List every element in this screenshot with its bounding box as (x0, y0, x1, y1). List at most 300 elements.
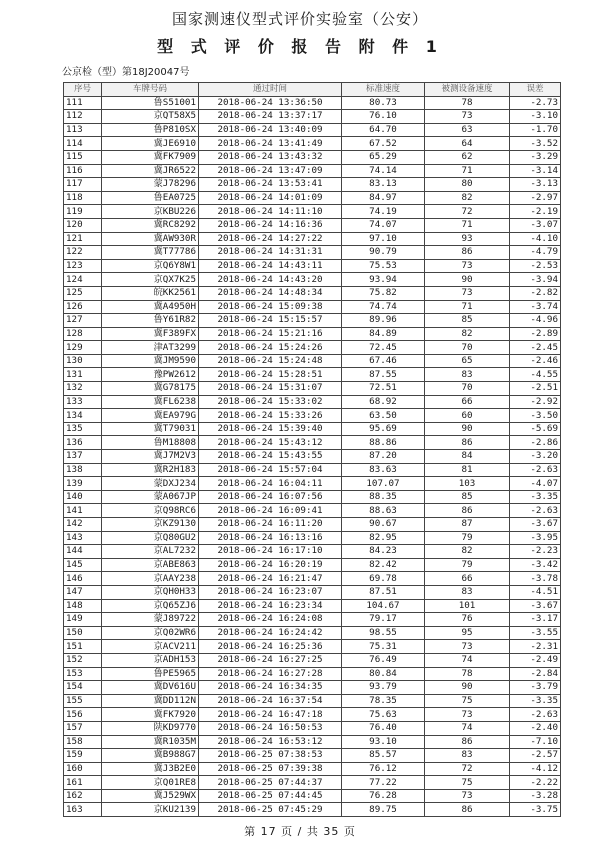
speed-error: -2.22 (510, 776, 561, 790)
plate-number: 冀JE6910 (102, 137, 199, 151)
standard-speed: 87.51 (342, 585, 425, 599)
standard-speed: 76.10 (342, 110, 425, 124)
device-speed: 71 (425, 218, 510, 232)
standard-speed: 67.52 (342, 137, 425, 151)
device-speed: 70 (425, 341, 510, 355)
row-index: 157 (64, 721, 102, 735)
standard-speed: 93.94 (342, 273, 425, 287)
table-row (64, 368, 561, 382)
standard-speed: 65.29 (342, 150, 425, 164)
table-row (64, 327, 561, 341)
device-speed: 72 (425, 762, 510, 776)
speed-error: -3.14 (510, 164, 561, 178)
table-row (64, 341, 561, 355)
row-index: 139 (64, 477, 102, 491)
plate-number: 豫PW2612 (102, 368, 199, 382)
plate-number: 陕KD9770 (102, 721, 199, 735)
speed-error: -3.94 (510, 273, 561, 287)
device-speed: 90 (425, 273, 510, 287)
device-speed: 87 (425, 518, 510, 532)
table-row (64, 735, 561, 749)
device-speed: 75 (425, 694, 510, 708)
speed-error: -2.51 (510, 382, 561, 396)
pass-time: 2018-06-24 15:43:12 (199, 436, 342, 450)
speed-error: -3.79 (510, 681, 561, 695)
plate-number: 鲁S51001 (102, 96, 199, 110)
speed-error: -4.07 (510, 477, 561, 491)
speed-error: -3.35 (510, 490, 561, 504)
pass-time: 2018-06-24 16:04:11 (199, 477, 342, 491)
row-index: 141 (64, 504, 102, 518)
plate-number: 京QH0H33 (102, 585, 199, 599)
row-index: 149 (64, 613, 102, 627)
table-row (64, 178, 561, 192)
plate-number: 京KU2139 (102, 803, 199, 817)
pass-time: 2018-06-24 13:41:49 (199, 137, 342, 151)
speed-error: -3.78 (510, 572, 561, 586)
pass-time: 2018-06-24 14:01:09 (199, 191, 342, 205)
table-row (64, 110, 561, 124)
standard-speed: 78.35 (342, 694, 425, 708)
pass-time: 2018-06-24 14:31:31 (199, 246, 342, 260)
device-speed: 73 (425, 259, 510, 273)
device-speed: 90 (425, 422, 510, 436)
pass-time: 2018-06-24 16:11:20 (199, 518, 342, 532)
pass-time: 2018-06-24 14:11:10 (199, 205, 342, 219)
device-speed: 83 (425, 585, 510, 599)
table-row (64, 545, 561, 559)
device-speed: 82 (425, 545, 510, 559)
pass-time: 2018-06-24 16:20:19 (199, 558, 342, 572)
plate-number: 京ADH153 (102, 653, 199, 667)
row-index: 124 (64, 273, 102, 287)
row-index: 137 (64, 450, 102, 464)
standard-speed: 87.20 (342, 450, 425, 464)
pass-time: 2018-06-24 16:07:56 (199, 490, 342, 504)
table-row (64, 191, 561, 205)
row-index: 112 (64, 110, 102, 124)
table-row (64, 422, 561, 436)
plate-number: 冀DV616U (102, 681, 199, 695)
plate-number: 冀F389FX (102, 327, 199, 341)
plate-number: 京KZ9130 (102, 518, 199, 532)
device-speed: 73 (425, 789, 510, 803)
device-speed: 85 (425, 490, 510, 504)
device-speed: 82 (425, 191, 510, 205)
row-index: 127 (64, 314, 102, 328)
standard-speed: 84.97 (342, 191, 425, 205)
table-row (64, 246, 561, 260)
column-header-device-speed: 被测设备速度 (425, 83, 510, 97)
row-index: 118 (64, 191, 102, 205)
table-row (64, 572, 561, 586)
speed-error: -4.12 (510, 762, 561, 776)
plate-number: 京AL7232 (102, 545, 199, 559)
standard-speed: 84.23 (342, 545, 425, 559)
device-speed: 95 (425, 626, 510, 640)
row-index: 159 (64, 749, 102, 763)
row-index: 125 (64, 286, 102, 300)
speed-error: -2.53 (510, 259, 561, 273)
device-speed: 70 (425, 382, 510, 396)
device-speed: 83 (425, 749, 510, 763)
standard-speed: 88.63 (342, 504, 425, 518)
speed-error: -2.49 (510, 653, 561, 667)
standard-speed: 93.10 (342, 735, 425, 749)
plate-number: 鲁PE5965 (102, 667, 199, 681)
standard-speed: 80.73 (342, 96, 425, 110)
pass-time: 2018-06-24 15:28:51 (199, 368, 342, 382)
standard-speed: 74.74 (342, 300, 425, 314)
table-row (64, 599, 561, 613)
device-speed: 73 (425, 286, 510, 300)
pass-time: 2018-06-25 07:44:37 (199, 776, 342, 790)
plate-number: 鲁Y61R82 (102, 314, 199, 328)
standard-speed: 82.95 (342, 531, 425, 545)
device-speed: 103 (425, 477, 510, 491)
row-index: 151 (64, 640, 102, 654)
speed-error: -2.31 (510, 640, 561, 654)
pass-time: 2018-06-24 13:36:50 (199, 96, 342, 110)
device-speed: 83 (425, 368, 510, 382)
pass-time: 2018-06-24 16:53:12 (199, 735, 342, 749)
row-index: 153 (64, 667, 102, 681)
device-speed: 86 (425, 735, 510, 749)
speed-error: -3.52 (510, 137, 561, 151)
device-speed: 76 (425, 613, 510, 627)
row-index: 140 (64, 490, 102, 504)
table-row (64, 123, 561, 137)
pass-time: 2018-06-24 16:50:53 (199, 721, 342, 735)
table-row (64, 218, 561, 232)
table-row (64, 463, 561, 477)
table-row (64, 558, 561, 572)
plate-number: 冀FK7909 (102, 150, 199, 164)
pass-time: 2018-06-24 15:39:40 (199, 422, 342, 436)
plate-number: 冀DD112N (102, 694, 199, 708)
pass-time: 2018-06-24 16:21:47 (199, 572, 342, 586)
standard-speed: 93.79 (342, 681, 425, 695)
speed-error: -2.89 (510, 327, 561, 341)
device-speed: 86 (425, 246, 510, 260)
standard-speed: 75.53 (342, 259, 425, 273)
row-index: 120 (64, 218, 102, 232)
standard-speed: 80.84 (342, 667, 425, 681)
plate-number: 冀R2H183 (102, 463, 199, 477)
speed-error: -7.10 (510, 735, 561, 749)
table-row (64, 259, 561, 273)
device-speed: 79 (425, 558, 510, 572)
table-row (64, 96, 561, 110)
pass-time: 2018-06-24 16:34:35 (199, 681, 342, 695)
table-row (64, 667, 561, 681)
speed-error: -2.84 (510, 667, 561, 681)
plate-number: 冀B988G7 (102, 749, 199, 763)
standard-speed: 84.89 (342, 327, 425, 341)
table-row (64, 518, 561, 532)
pass-time: 2018-06-24 16:27:28 (199, 667, 342, 681)
speed-error: -4.79 (510, 246, 561, 260)
pass-time: 2018-06-24 15:33:26 (199, 409, 342, 423)
row-index: 116 (64, 164, 102, 178)
pass-time: 2018-06-24 15:21:16 (199, 327, 342, 341)
pass-time: 2018-06-24 16:27:25 (199, 653, 342, 667)
pass-time: 2018-06-24 15:43:55 (199, 450, 342, 464)
table-row (64, 640, 561, 654)
speed-error: -3.10 (510, 110, 561, 124)
plate-number: 冀JM9590 (102, 354, 199, 368)
speed-error: -4.55 (510, 368, 561, 382)
standard-speed: 74.07 (342, 218, 425, 232)
plate-number: 蒙J89722 (102, 613, 199, 627)
speed-error: -3.95 (510, 531, 561, 545)
speed-error: -3.35 (510, 694, 561, 708)
standard-speed: 69.78 (342, 572, 425, 586)
pass-time: 2018-06-25 07:45:29 (199, 803, 342, 817)
table-row (64, 205, 561, 219)
pass-time: 2018-06-24 16:24:08 (199, 613, 342, 627)
row-index: 114 (64, 137, 102, 151)
pass-time: 2018-06-24 13:53:41 (199, 178, 342, 192)
table-row (64, 708, 561, 722)
standard-speed: 64.70 (342, 123, 425, 137)
pass-time: 2018-06-24 16:09:41 (199, 504, 342, 518)
speed-error: -2.92 (510, 395, 561, 409)
plate-number: 蒙A067JP (102, 490, 199, 504)
row-index: 161 (64, 776, 102, 790)
table-row (64, 286, 561, 300)
pass-time: 2018-06-25 07:39:38 (199, 762, 342, 776)
table-row (64, 681, 561, 695)
speed-error: -1.70 (510, 123, 561, 137)
speed-error: -3.50 (510, 409, 561, 423)
table-row (64, 395, 561, 409)
device-speed: 78 (425, 667, 510, 681)
row-index: 152 (64, 653, 102, 667)
pass-time: 2018-06-24 16:37:54 (199, 694, 342, 708)
row-index: 142 (64, 518, 102, 532)
pass-time: 2018-06-24 14:43:11 (199, 259, 342, 273)
table-row (64, 232, 561, 246)
row-index: 154 (64, 681, 102, 695)
standard-speed: 88.86 (342, 436, 425, 450)
plate-number: 冀A4950H (102, 300, 199, 314)
standard-speed: 72.45 (342, 341, 425, 355)
row-index: 130 (64, 354, 102, 368)
speed-error: -4.96 (510, 314, 561, 328)
row-index: 119 (64, 205, 102, 219)
pass-time: 2018-06-24 14:16:36 (199, 218, 342, 232)
plate-number: 冀FL6238 (102, 395, 199, 409)
standard-speed: 95.69 (342, 422, 425, 436)
device-speed: 75 (425, 776, 510, 790)
device-speed: 82 (425, 327, 510, 341)
speed-error: -2.63 (510, 504, 561, 518)
device-speed: 101 (425, 599, 510, 613)
row-index: 156 (64, 708, 102, 722)
standard-speed: 75.82 (342, 286, 425, 300)
column-header-standard-speed: 标准速度 (342, 83, 425, 97)
speed-error: -3.13 (510, 178, 561, 192)
plate-number: 冀T79031 (102, 422, 199, 436)
row-index: 113 (64, 123, 102, 137)
pass-time: 2018-06-24 13:47:09 (199, 164, 342, 178)
standard-speed: 77.22 (342, 776, 425, 790)
standard-speed: 87.55 (342, 368, 425, 382)
speed-error: -2.86 (510, 436, 561, 450)
speed-error: -2.63 (510, 463, 561, 477)
row-index: 155 (64, 694, 102, 708)
device-speed: 79 (425, 531, 510, 545)
pass-time: 2018-06-25 07:38:53 (199, 749, 342, 763)
device-speed: 86 (425, 436, 510, 450)
device-speed: 73 (425, 640, 510, 654)
plate-number: 冀RC8292 (102, 218, 199, 232)
table-row (64, 150, 561, 164)
plate-number: 冀J529WX (102, 789, 199, 803)
speed-error: -5.69 (510, 422, 561, 436)
device-speed: 63 (425, 123, 510, 137)
plate-number: 京Q80GU2 (102, 531, 199, 545)
device-speed: 65 (425, 354, 510, 368)
plate-number: 鲁EA0725 (102, 191, 199, 205)
table-row (64, 776, 561, 790)
plate-number: 冀EA979G (102, 409, 199, 423)
pass-time: 2018-06-24 15:24:48 (199, 354, 342, 368)
table-row (64, 613, 561, 627)
row-index: 128 (64, 327, 102, 341)
speed-error: -3.67 (510, 518, 561, 532)
plate-number: 津AT3299 (102, 341, 199, 355)
table-row (64, 477, 561, 491)
row-index: 121 (64, 232, 102, 246)
standard-speed: 89.75 (342, 803, 425, 817)
standard-speed: 67.46 (342, 354, 425, 368)
pass-time: 2018-06-24 15:24:26 (199, 341, 342, 355)
speed-error: -2.23 (510, 545, 561, 559)
speed-test-table (63, 82, 561, 817)
certificate-number: 公京检（型）第18J20047号 (62, 67, 190, 78)
row-index: 147 (64, 585, 102, 599)
plate-number: 冀T77786 (102, 246, 199, 260)
pass-time: 2018-06-24 16:24:42 (199, 626, 342, 640)
speed-error: -3.28 (510, 789, 561, 803)
table-row (64, 300, 561, 314)
pass-time: 2018-06-24 13:37:17 (199, 110, 342, 124)
pass-time: 2018-06-24 16:23:07 (199, 585, 342, 599)
table-row (64, 409, 561, 423)
pass-time: 2018-06-24 13:40:09 (199, 123, 342, 137)
standard-speed: 76.40 (342, 721, 425, 735)
standard-speed: 76.28 (342, 789, 425, 803)
plate-number: 京ABE863 (102, 558, 199, 572)
standard-speed: 90.79 (342, 246, 425, 260)
device-speed: 71 (425, 164, 510, 178)
speed-error: -2.40 (510, 721, 561, 735)
table-row (64, 694, 561, 708)
row-index: 115 (64, 150, 102, 164)
table-row (64, 762, 561, 776)
plate-number: 京KBU226 (102, 205, 199, 219)
standard-speed: 104.67 (342, 599, 425, 613)
standard-speed: 63.50 (342, 409, 425, 423)
plate-number: 京Q98RC6 (102, 504, 199, 518)
plate-number: 冀J3B2E0 (102, 762, 199, 776)
speed-error: -2.63 (510, 708, 561, 722)
table-row (64, 803, 561, 817)
device-speed: 86 (425, 803, 510, 817)
row-index: 136 (64, 436, 102, 450)
device-speed: 84 (425, 450, 510, 464)
standard-speed: 82.42 (342, 558, 425, 572)
plate-number: 冀FK7920 (102, 708, 199, 722)
table-row (64, 749, 561, 763)
plate-number: 鲁M18808 (102, 436, 199, 450)
row-index: 129 (64, 341, 102, 355)
row-index: 134 (64, 409, 102, 423)
report-title: 型 式 评 价 报 告 附 件 1 (157, 37, 443, 56)
speed-error: -2.82 (510, 286, 561, 300)
plate-number: 蒙J78296 (102, 178, 199, 192)
table-row (64, 789, 561, 803)
column-header-plate: 车牌号码 (102, 83, 199, 97)
pass-time: 2018-06-24 13:43:32 (199, 150, 342, 164)
column-header-time: 通过时间 (199, 83, 342, 97)
plate-number: 鲁P810SX (102, 123, 199, 137)
row-index: 135 (64, 422, 102, 436)
table-row (64, 273, 561, 287)
device-speed: 74 (425, 653, 510, 667)
plate-number: 京QX7K25 (102, 273, 199, 287)
standard-speed: 83.13 (342, 178, 425, 192)
standard-speed: 74.14 (342, 164, 425, 178)
device-speed: 64 (425, 137, 510, 151)
row-index: 133 (64, 395, 102, 409)
row-index: 143 (64, 531, 102, 545)
standard-speed: 72.51 (342, 382, 425, 396)
pass-time: 2018-06-24 16:47:18 (199, 708, 342, 722)
column-header-index: 序号 (64, 83, 102, 97)
speed-error: -3.17 (510, 613, 561, 627)
standard-speed: 76.12 (342, 762, 425, 776)
standard-speed: 88.35 (342, 490, 425, 504)
plate-number: 冀AW930R (102, 232, 199, 246)
pass-time: 2018-06-24 15:33:02 (199, 395, 342, 409)
plate-number: 蒙DXJ234 (102, 477, 199, 491)
table-body (64, 96, 561, 816)
speed-error: -2.57 (510, 749, 561, 763)
pass-time: 2018-06-24 14:43:20 (199, 273, 342, 287)
device-speed: 71 (425, 300, 510, 314)
pass-time: 2018-06-24 16:17:10 (199, 545, 342, 559)
device-speed: 66 (425, 572, 510, 586)
standard-speed: 74.19 (342, 205, 425, 219)
table-row (64, 314, 561, 328)
speed-error: -2.97 (510, 191, 561, 205)
row-index: 144 (64, 545, 102, 559)
row-index: 158 (64, 735, 102, 749)
plate-number: 冀JR6522 (102, 164, 199, 178)
speed-error: -2.45 (510, 341, 561, 355)
table-row (64, 653, 561, 667)
plate-number: 京Q02WR6 (102, 626, 199, 640)
standard-speed: 76.49 (342, 653, 425, 667)
table-row (64, 436, 561, 450)
row-index: 162 (64, 789, 102, 803)
speed-error: -3.29 (510, 150, 561, 164)
table-row (64, 626, 561, 640)
table-row (64, 531, 561, 545)
